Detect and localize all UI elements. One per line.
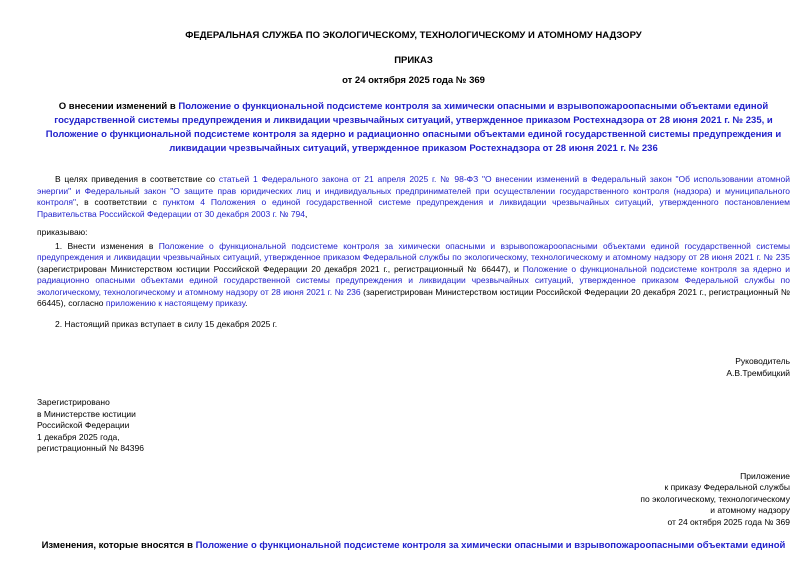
text-segment: 1. Внести изменения в: [55, 240, 159, 251]
document-link[interactable]: Положение о функциональной подсистеме контроля за химически опасными и взрывопожароопасными объектами единой государственной системы предупреждения и ликвидации чрезвычайных ситуаций, утвержденное приказом Ростехнадзора от 28 июня 2021 г. № 235, и Положение о функциональной подсистеме контроля за ядерно и радиационно опасными объектами единой государственной системы предупреждения и ликвидации чрезвычайных ситуаций, утвержденное приказом Ростехнадзора от 28 июня 2021 г. № 236: [45, 101, 782, 154]
document-link[interactable]: Положение о функциональной подсистеме контроля за химически опасными и взрывопожароопасными объектами единой государственной системы предупреждения и ликвидации чрезвычайных ситуаций, утвержденное приказом Федеральной службы по экологическому, технологическому и атомному надзору от 28 июня 2021 г. № 235: [37, 240, 790, 262]
document-type: ПРИКАЗ: [394, 55, 433, 66]
signature-name: А.В.Трембицкий: [726, 367, 790, 378]
text-line: по экологическому, технологическому: [640, 493, 790, 504]
document-link[interactable]: статьей 1 Федерального закона от 21 апреля 2025 г. № 98-ФЗ "О внесении изменений в Федеральный закон "Об использовании атомной энергии" и Федеральный закон "О защите прав юридических лиц и индивидуальных предпринимателей при осуществлении государственного контроля (надзора) и муниципального контроля": [37, 174, 790, 207]
text-segment: Изменения, которые вносятся в: [41, 540, 196, 551]
document-link[interactable]: Положение о функциональной подсистеме контроля за ядерно и радиационно опасными объектами единой государственной системы предупреждения и ликвидации чрезвычайных ситуаций, утвержденное приказом Федеральной службы по экологическому, технологическому и атомному надзору от 28 июня 2021 г. № 236: [37, 263, 790, 297]
text-segment: (зарегистрирован Министерством юстиции Российской Федерации 20 декабря 2021 г., регистрационный № 66447), и: [37, 263, 523, 274]
order-item-1: [37, 241, 790, 310]
signature-block: [37, 356, 790, 379]
document-title: [37, 100, 790, 156]
text-line: и атомному надзору: [710, 505, 790, 515]
text-segment: , в соответствии с: [75, 197, 163, 207]
text-segment: В целях приведения в соответствие со: [55, 174, 219, 184]
text-segment: .: [245, 298, 248, 308]
text-line: к приказу Федеральной службы: [664, 482, 790, 492]
text-line: в Министерстве юстиции: [37, 408, 136, 419]
document-date-number: от 24 октября 2025 года № 369: [342, 75, 485, 86]
text-line: Приложение: [740, 470, 790, 481]
text-segment: О внесении изменений в: [58, 101, 179, 112]
registration-block: [37, 397, 790, 455]
appendix-reference-block: [37, 471, 790, 529]
document-link[interactable]: приложению к настоящему приказу: [105, 298, 246, 308]
text-segment: (зарегистрирован Министерством юстиции Российской Федерации 20 декабря 2021 г., регистрационный № 66445), согласно: [37, 286, 790, 308]
preamble-paragraph: [37, 174, 790, 220]
text-segment: ,: [305, 208, 308, 219]
text-line: регистрационный № 84396: [37, 443, 144, 453]
text-line: Зарегистрировано: [37, 397, 110, 407]
document-link[interactable]: пунктом 4 Положения о единой государственной системе предупреждения и ликвидации чрезвычайных ситуаций, утвержденного постановлением Правительства Российской Федерации от 30 декабря 2003 г. № 794: [37, 197, 790, 219]
appendix-title: [37, 539, 790, 552]
text-line: от 24 октября 2025 года № 369: [667, 516, 790, 527]
signature-position: Руководитель: [735, 356, 790, 366]
text-line: 1 декабря 2025 года,: [37, 431, 120, 442]
text-line: Российской Федерации: [37, 420, 130, 430]
agency-name: ФЕДЕРАЛЬНАЯ СЛУЖБА ПО ЭКОЛОГИЧЕСКОМУ, ТЕХНОЛОГИЧЕСКОМУ И АТОМНОМУ НАДЗОРУ: [185, 30, 642, 41]
order-item-2: 2. Настоящий приказ вступает в силу 15 декабря 2025 г.: [55, 318, 278, 329]
document-link[interactable]: Положение о функциональной подсистеме контроля за химически опасными и взрывопожароопасными объектами единой: [195, 540, 786, 551]
order-word: приказываю:: [37, 227, 88, 237]
